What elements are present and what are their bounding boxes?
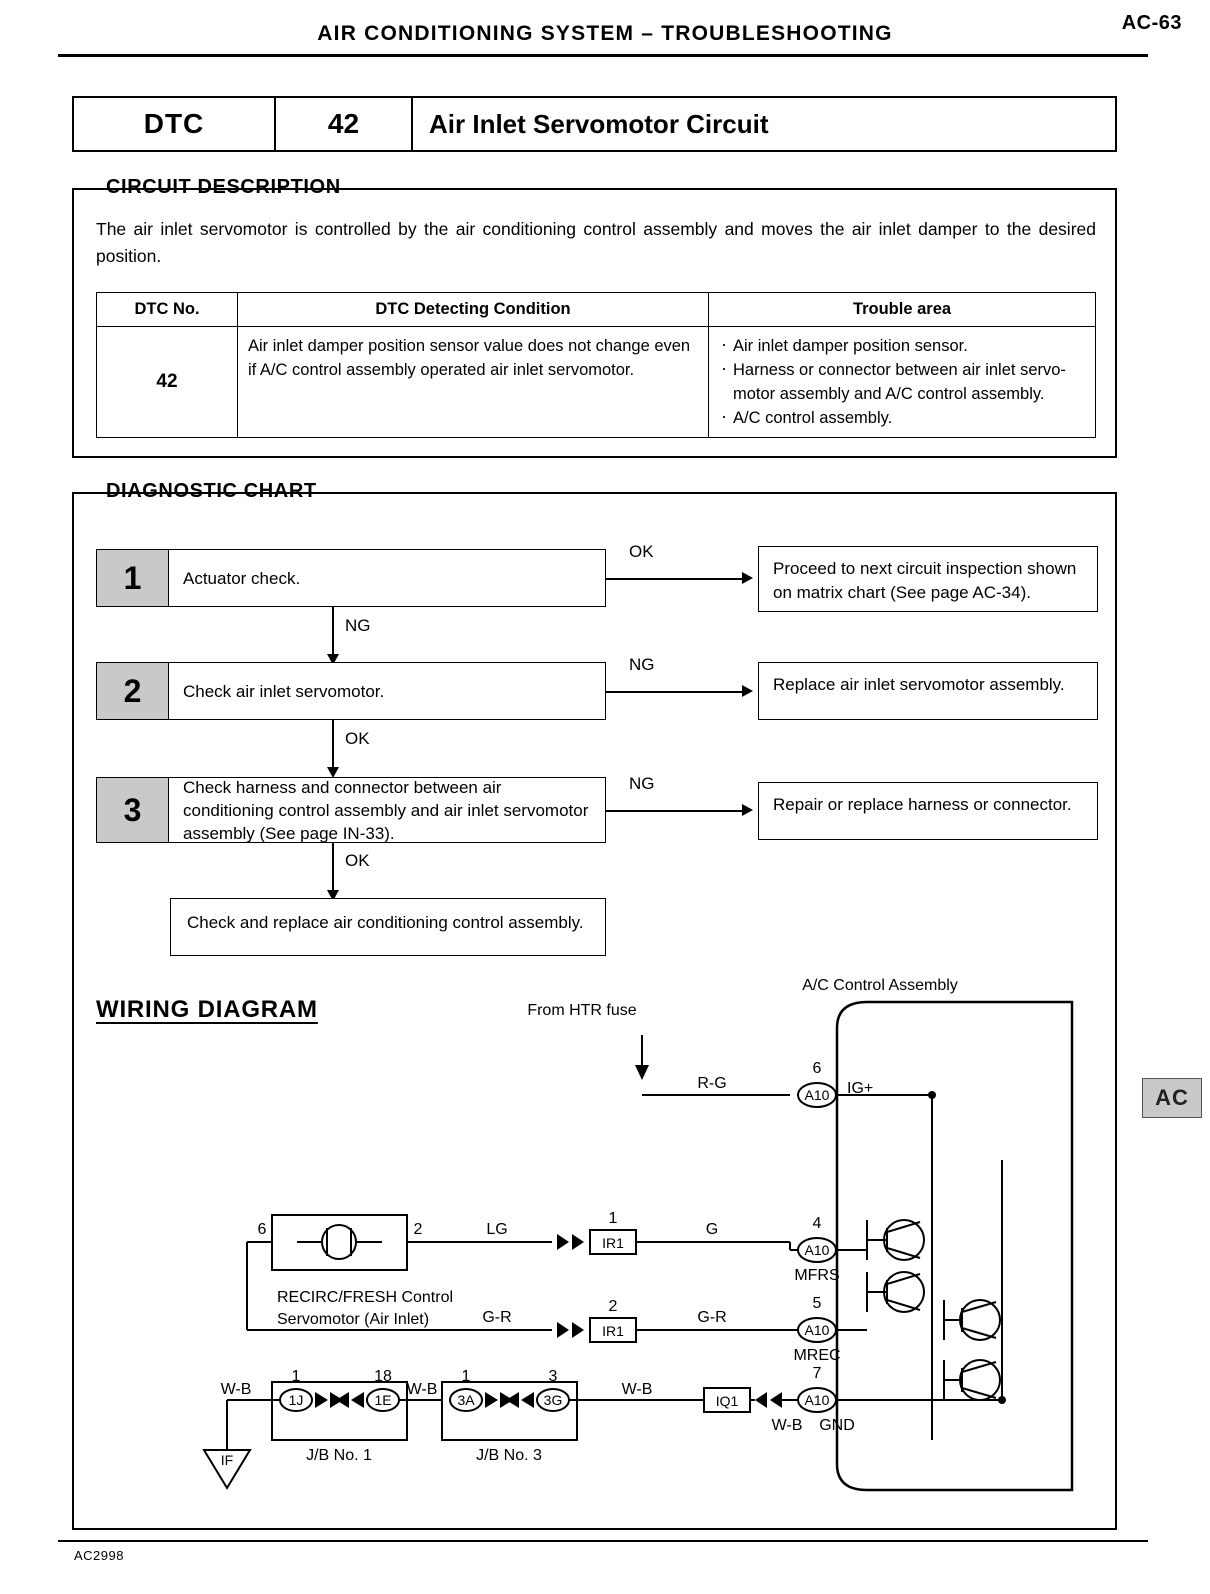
label-wire-wb-4: W-B [771, 1417, 803, 1434]
step-1-branch-arrow [742, 572, 753, 584]
step-3-text: Check harness and connector between air conditioning control assembly and air inlet servomotor assembly (See page IN-33). [183, 777, 589, 843]
servomotor-box [272, 1215, 407, 1270]
dtc-label: DTC [143, 108, 205, 139]
step-1-number: 1 [97, 550, 169, 606]
step-2-branch-label: NG [626, 655, 658, 675]
diagnostic-step-2 [96, 662, 606, 720]
connector-ir1-top [557, 1230, 636, 1254]
label-terminal-mrec: MREC [793, 1347, 841, 1364]
step-3-branch-label: NG [626, 774, 658, 794]
cell-condition: Air inlet damper position sensor value does not change even if A/C control assembly operated air inlet servomotor. [238, 327, 709, 438]
htr-fuse-arrow [635, 1065, 649, 1080]
label-wire-lg: LG [486, 1221, 508, 1238]
label-connector-iq1: IQ1 [715, 1393, 739, 1409]
label-ir1-bottom-pin: 2 [608, 1298, 618, 1315]
label-servomotor-line2: Servomotor (Air Inlet) [277, 1311, 430, 1328]
step-3-down-label: OK [342, 851, 373, 871]
step-2-down-label: OK [342, 729, 373, 749]
label-pin-7: 7 [812, 1365, 822, 1382]
diagnostic-chart-legend: DIAGNOSTIC CHART [96, 480, 327, 503]
label-motor-pin-6: 6 [257, 1221, 267, 1238]
trouble-item: · Harness or connector between air inlet servo-motor assembly and A/C control assembly. [719, 358, 1085, 406]
label-pin-1j: 1 [291, 1368, 301, 1385]
label-servomotor-line1: RECIRC/FRESH Control [277, 1289, 454, 1306]
label-connector-ir1-bottom: IR1 [602, 1323, 624, 1339]
label-pin-3a: 1 [461, 1368, 471, 1385]
label-pin-1e: 18 [374, 1368, 392, 1385]
step-2-number: 2 [97, 663, 169, 719]
step-1-branch-label: OK [626, 542, 657, 562]
transistor-1 [867, 1220, 924, 1260]
transistor-3 [944, 1300, 1000, 1340]
circuit-description-section [72, 188, 1117, 458]
jb3-arrows [485, 1392, 534, 1408]
dtc-separator-2 [411, 98, 413, 150]
circuit-description-legend: CIRCUIT DESCRIPTION [96, 176, 351, 199]
col-condition: DTC Detecting Condition [238, 293, 709, 327]
table-header-row [97, 293, 1096, 327]
label-pin-5: 5 [812, 1295, 822, 1312]
figure-code: AC2998 [74, 1548, 124, 1563]
page-header [0, 0, 1210, 56]
label-from-htr-fuse: From HTR fuse [527, 1002, 637, 1019]
label-ac-control-assembly: A/C Control Assembly [802, 977, 958, 994]
label-jb3: J/B No. 3 [476, 1447, 542, 1464]
cell-trouble-area [709, 327, 1096, 438]
step-2-branch-arrow [742, 685, 753, 697]
final-action-box: Check and replace air conditioning control assembly. [170, 898, 606, 956]
trouble-item: · Air inlet damper position sensor. [719, 334, 1085, 358]
label-wire-gr: G-R [482, 1309, 512, 1326]
header-divider [58, 54, 1148, 57]
step-1-down-line [332, 607, 334, 659]
jb1-arrows [315, 1392, 364, 1408]
label-terminal-gnd: GND [819, 1417, 855, 1434]
label-wire-wb-3: W-B [621, 1381, 653, 1398]
trouble-item: · A/C control assembly. [719, 406, 1085, 430]
label-pin-4: 4 [812, 1215, 822, 1232]
transistor-2 [867, 1272, 924, 1312]
dtc-circuit-name: Air Inlet Servomotor Circuit [429, 108, 769, 139]
label-terminal-mfrs: MFRS [794, 1267, 840, 1284]
label-conn-a10-1: A10 [804, 1087, 830, 1103]
footer-divider [58, 1540, 1148, 1542]
label-conn-a10-2: A10 [804, 1242, 830, 1258]
transistor-4 [944, 1360, 1000, 1400]
label-terminal-ig: IG+ [847, 1080, 874, 1097]
diagnostic-step-3 [96, 777, 606, 843]
step-2-text: Check air inlet servomotor. [183, 681, 385, 701]
label-ir1-top-pin: 1 [608, 1210, 618, 1227]
step-2-branch-line [606, 691, 746, 693]
label-connector-1j: 1J [288, 1392, 304, 1408]
table-row [97, 327, 1096, 438]
page-title: AIR CONDITIONING SYSTEM – TROUBLESHOOTING [317, 22, 893, 45]
step-2-down-line [332, 720, 334, 772]
junction-dot-2 [998, 1396, 1006, 1404]
label-wire-wb-1: W-B [220, 1381, 252, 1398]
wiring-diagram [72, 960, 1117, 1560]
col-trouble-area: Trouble area [709, 293, 1096, 327]
ac-control-assembly-box [837, 1002, 1072, 1490]
wiring-diagram-title: WIRING DIAGRAM [96, 996, 318, 1023]
label-conn-a10-3: A10 [804, 1322, 830, 1338]
connector-ir1-bottom [557, 1318, 636, 1342]
col-dtc-no: DTC No. [97, 293, 238, 327]
step-1-branch-line [606, 578, 746, 580]
dtc-number: 42 [327, 108, 360, 139]
step-1-result-box: Proceed to next circuit inspection shown on matrix chart (See page AC-34). [758, 546, 1098, 612]
label-jb1: J/B No. 1 [306, 1447, 372, 1464]
label-motor-pin-2: 2 [413, 1221, 423, 1238]
label-pin-3g: 3 [548, 1368, 558, 1385]
label-conn-a10-4: A10 [804, 1392, 830, 1408]
dtc-title-bar [72, 96, 1117, 152]
page-number: AC-63 [1121, 12, 1182, 34]
step-1-down-label: NG [342, 616, 374, 636]
label-wire-rg: R-G [697, 1075, 727, 1092]
step-3-number: 3 [97, 778, 169, 842]
circuit-description-text: The air inlet servomotor is controlled by the air conditioning control assembly and moves the air inlet damper to the desired position. [96, 219, 1096, 266]
label-wire-g: G [705, 1221, 719, 1238]
cell-dtc-no: 42 [97, 327, 238, 438]
step-3-branch-arrow [742, 804, 753, 816]
section-tab-ac: AC [1142, 1078, 1202, 1118]
dtc-detection-table [96, 292, 1096, 438]
junction-dot-1 [928, 1091, 936, 1099]
step-3-branch-line [606, 810, 746, 812]
step-2-result-box: Replace air inlet servomotor assembly. [758, 662, 1098, 720]
label-connector-3g: 3G [543, 1392, 563, 1408]
label-connector-1e: 1E [374, 1392, 392, 1408]
label-connector-3a: 3A [457, 1392, 475, 1408]
step-3-result-box: Repair or replace harness or connector. [758, 782, 1098, 840]
diagnostic-step-1 [96, 549, 606, 607]
label-pin-6: 6 [812, 1060, 822, 1077]
label-wire-wb-2: W-B [406, 1381, 438, 1398]
step-3-down-line [332, 843, 334, 895]
label-ground-if: IF [220, 1452, 234, 1468]
label-connector-ir1-top: IR1 [602, 1235, 624, 1251]
connector-iq1-arrows [755, 1392, 782, 1408]
step-1-text: Actuator check. [183, 568, 301, 588]
label-wire-gr2: G-R [697, 1309, 727, 1326]
